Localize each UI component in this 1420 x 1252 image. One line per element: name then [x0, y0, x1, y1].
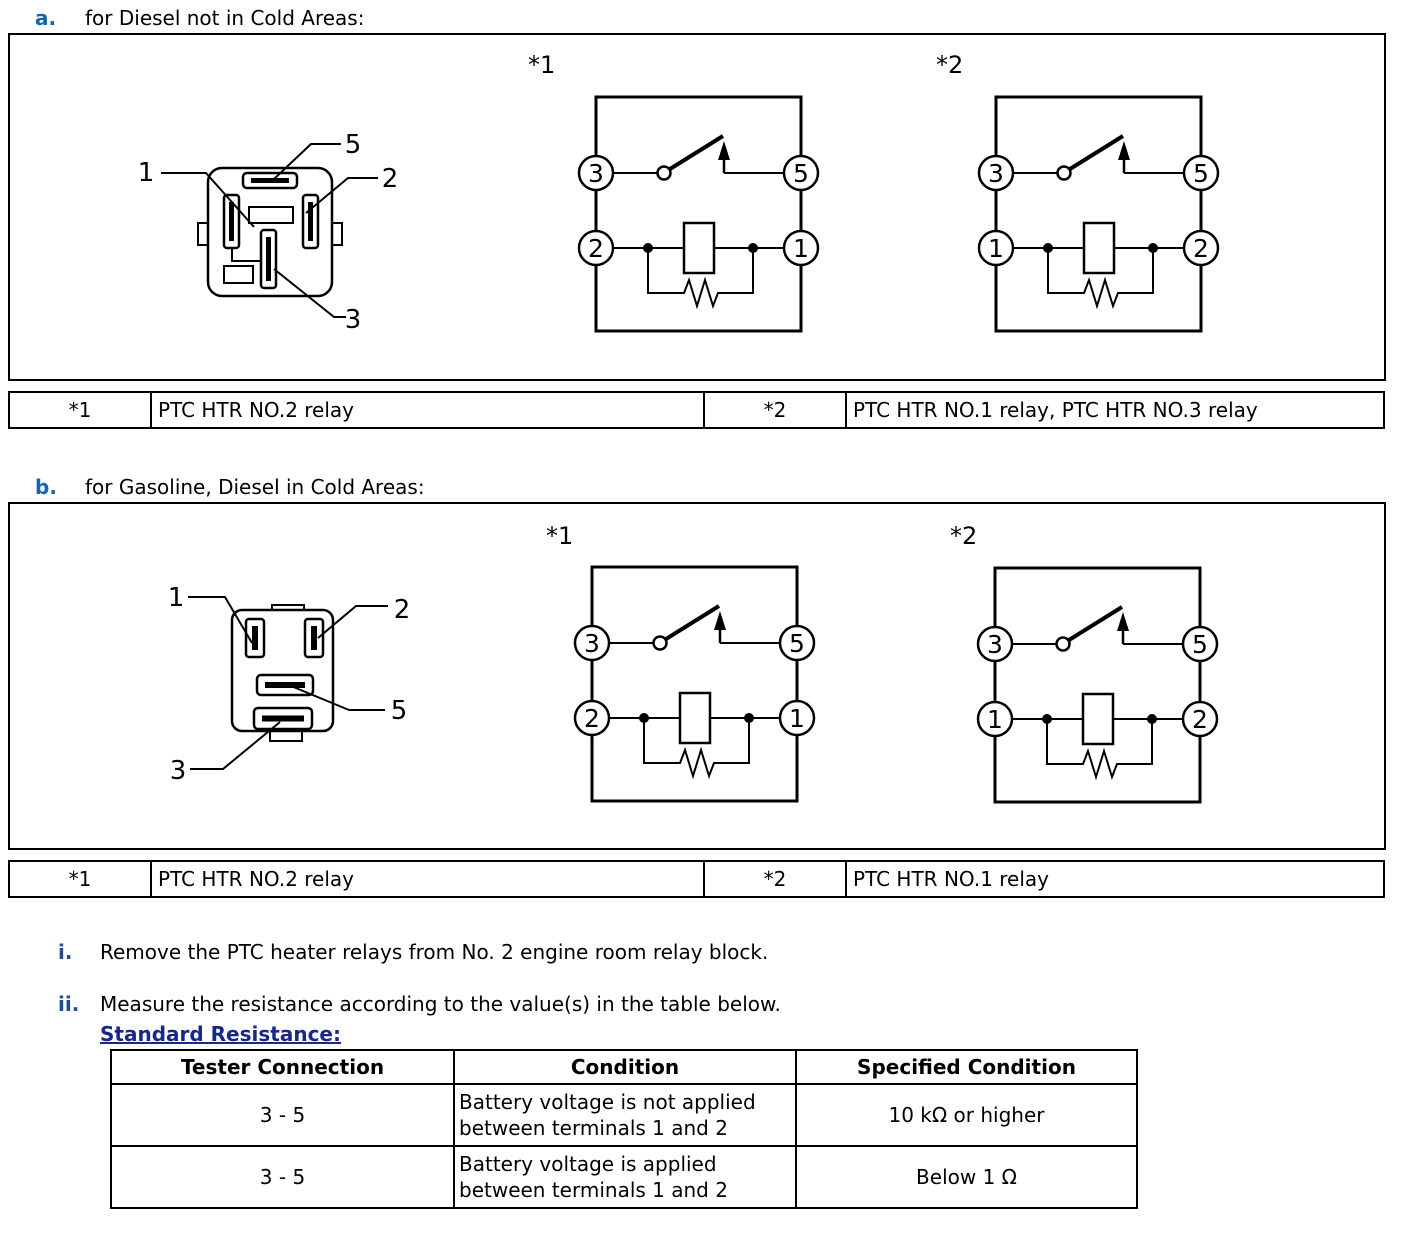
condition-cell: Battery voltage is applied between terminals 1 and 2 — [454, 1146, 796, 1208]
step-ii-marker: ii. — [58, 992, 80, 1016]
specified-condition-cell: 10 kΩ or higher — [796, 1084, 1137, 1146]
step-i — [0, 940, 1420, 964]
pin-label-2: 2 — [381, 164, 399, 194]
terminal-number: 5 — [1192, 630, 1208, 659]
relay-connector-b — [232, 605, 333, 741]
terminal-number: 5 — [1193, 159, 1209, 188]
connector-a-lower-rib — [224, 266, 253, 283]
pin-label-3: 3 — [344, 305, 362, 335]
table-row — [111, 1084, 1137, 1146]
table-row — [9, 861, 1384, 897]
terminal-number: 1 — [789, 704, 805, 733]
section-a-title: for Diesel not in Cold Areas: — [85, 6, 365, 30]
section-b-marker: b. — [35, 475, 57, 499]
terminal-number: 2 — [1192, 705, 1208, 734]
legend-key: *2 — [704, 392, 846, 428]
step-i-marker: i. — [58, 940, 73, 964]
resistance-table — [110, 1049, 1138, 1209]
figure-a-canvas — [10, 35, 1384, 379]
pin-label-2: 2 — [393, 595, 411, 625]
specified-condition-cell: Below 1 Ω — [796, 1146, 1137, 1208]
connector-a-center-rib — [249, 207, 293, 223]
legend-key: *1 — [9, 861, 151, 897]
col-header-specified-condition: Specified Condition — [796, 1050, 1137, 1084]
section-b-title: for Gasoline, Diesel in Cold Areas: — [85, 475, 425, 499]
terminal-number: 1 — [988, 234, 1004, 263]
tester-connection-cell: 3 - 5 — [111, 1146, 454, 1208]
circuit-a1 — [579, 97, 818, 331]
circuit-a1-label: *1 — [528, 51, 556, 79]
figure-a — [8, 33, 1386, 381]
terminal-number: 5 — [789, 629, 805, 658]
terminal-number: 5 — [793, 159, 809, 188]
col-header-condition: Condition — [454, 1050, 796, 1084]
terminal-number: 3 — [588, 159, 604, 188]
circuit-b2 — [978, 568, 1217, 802]
circuit-b1 — [575, 567, 814, 801]
circuit-a2-label: *2 — [936, 51, 964, 79]
connector-a-right-tab — [332, 223, 342, 245]
terminal-number: 2 — [584, 704, 600, 733]
terminal-number: 3 — [584, 629, 600, 658]
col-header-tester-connection: Tester Connection — [111, 1050, 454, 1084]
legend-value: PTC HTR NO.2 relay — [151, 861, 704, 897]
tester-connection-cell: 3 - 5 — [111, 1084, 454, 1146]
section-a-marker: a. — [35, 6, 57, 30]
terminal-number: 2 — [1193, 234, 1209, 263]
pin-label-1: 1 — [137, 158, 155, 188]
pin-label-3: 3 — [169, 756, 187, 786]
table-row — [9, 392, 1384, 428]
circuit-b1-label: *1 — [546, 522, 574, 550]
standard-resistance-title: Standard Resistance: — [100, 1022, 341, 1046]
terminal-number: 1 — [793, 234, 809, 263]
legend-value: PTC HTR NO.1 relay — [846, 861, 1384, 897]
table-row — [111, 1146, 1137, 1208]
legend-table-b — [8, 860, 1385, 898]
pin-label-5: 5 — [390, 696, 408, 726]
pin-label-5: 5 — [344, 130, 362, 160]
circuit-a2 — [979, 97, 1218, 331]
terminal-number: 1 — [987, 705, 1003, 734]
legend-key: *2 — [704, 861, 846, 897]
legend-value: PTC HTR NO.2 relay — [151, 392, 704, 428]
figure-b-canvas — [10, 504, 1384, 848]
circuit-b2-label: *2 — [950, 522, 978, 550]
table-header-row — [111, 1050, 1137, 1084]
terminal-number: 3 — [987, 630, 1003, 659]
step-ii — [0, 992, 1420, 1016]
condition-cell: Battery voltage is not applied between terminals 1 and 2 — [454, 1084, 796, 1146]
section-b-heading — [35, 475, 1420, 499]
step-i-text: Remove the PTC heater relays from No. 2 engine room relay block. — [100, 940, 769, 964]
legend-table-a — [8, 391, 1385, 429]
terminal-number: 3 — [988, 159, 1004, 188]
legend-key: *1 — [9, 392, 151, 428]
connector-a-left-tab — [198, 223, 208, 245]
legend-value: PTC HTR NO.1 relay, PTC HTR NO.3 relay — [846, 392, 1384, 428]
pin-label-1: 1 — [167, 583, 185, 613]
section-a-heading — [35, 0, 1420, 30]
terminal-number: 2 — [588, 234, 604, 263]
step-ii-text: Measure the resistance according to the value(s) in the table below. — [100, 992, 781, 1016]
figure-b — [8, 502, 1386, 850]
